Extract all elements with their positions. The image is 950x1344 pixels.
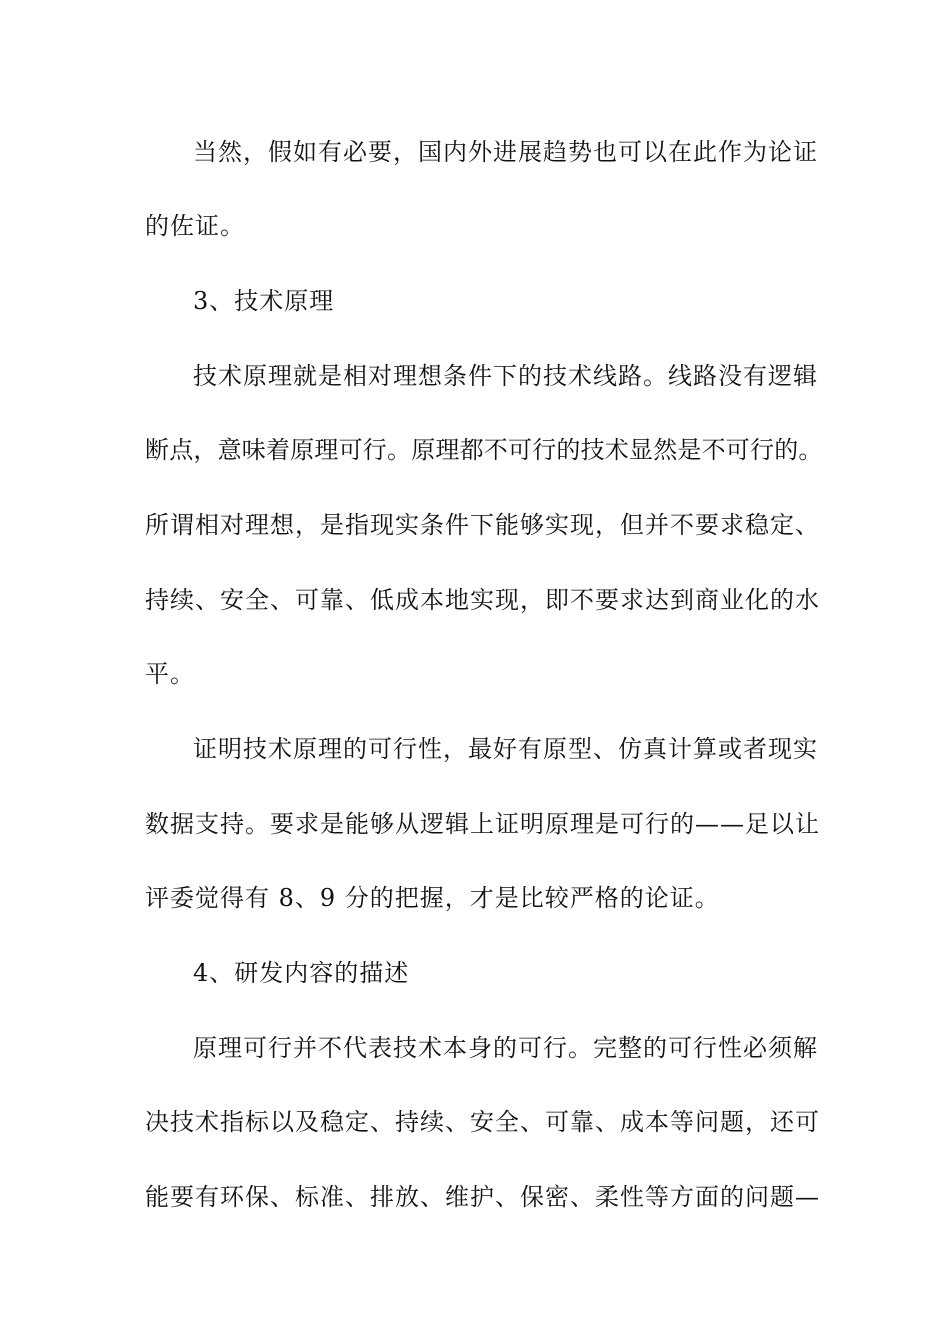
paragraph-line: 所谓相对理想，是指现实条件下能够实现，但并不要求稳定、 [145,511,820,539]
paragraph-line: 平。 [145,660,195,688]
paragraph-line: 数据支持。要求是能够从逻辑上证明原理是可行的——足以让 [145,810,820,838]
paragraph-line: 持续、安全、可靠、低成本地实现，即不要求达到商业化的水 [145,586,820,614]
paragraph-line: 技术原理就是相对理想条件下的技术线路。线路没有逻辑 [193,362,818,390]
paragraph-line: 决技术指标以及稳定、持续、安全、可靠、成本等问题，还可 [145,1108,820,1136]
section-heading: 3、技术原理 [193,287,335,315]
paragraph-line: 证明技术原理的可行性，最好有原型、仿真计算或者现实 [193,735,818,763]
paragraph-line: 断点，意味着原理可行。原理都不可行的技术显然是不可行的。 [145,436,823,464]
section-heading: 4、研发内容的描述 [193,959,410,987]
paragraph-line: 评委觉得有 8、9 分的把握，才是比较严格的论证。 [145,884,720,912]
paragraph-line: 原理可行并不代表技术本身的可行。完整的可行性必须解 [193,1034,818,1062]
paragraph-line: 当然，假如有必要，国内外进展趋势也可以在此作为论证 [193,138,818,166]
paragraph-line: 能要有环保、标准、排放、维护、保密、柔性等方面的问题— [145,1183,820,1211]
paragraph-line: 的佐证。 [145,212,245,240]
